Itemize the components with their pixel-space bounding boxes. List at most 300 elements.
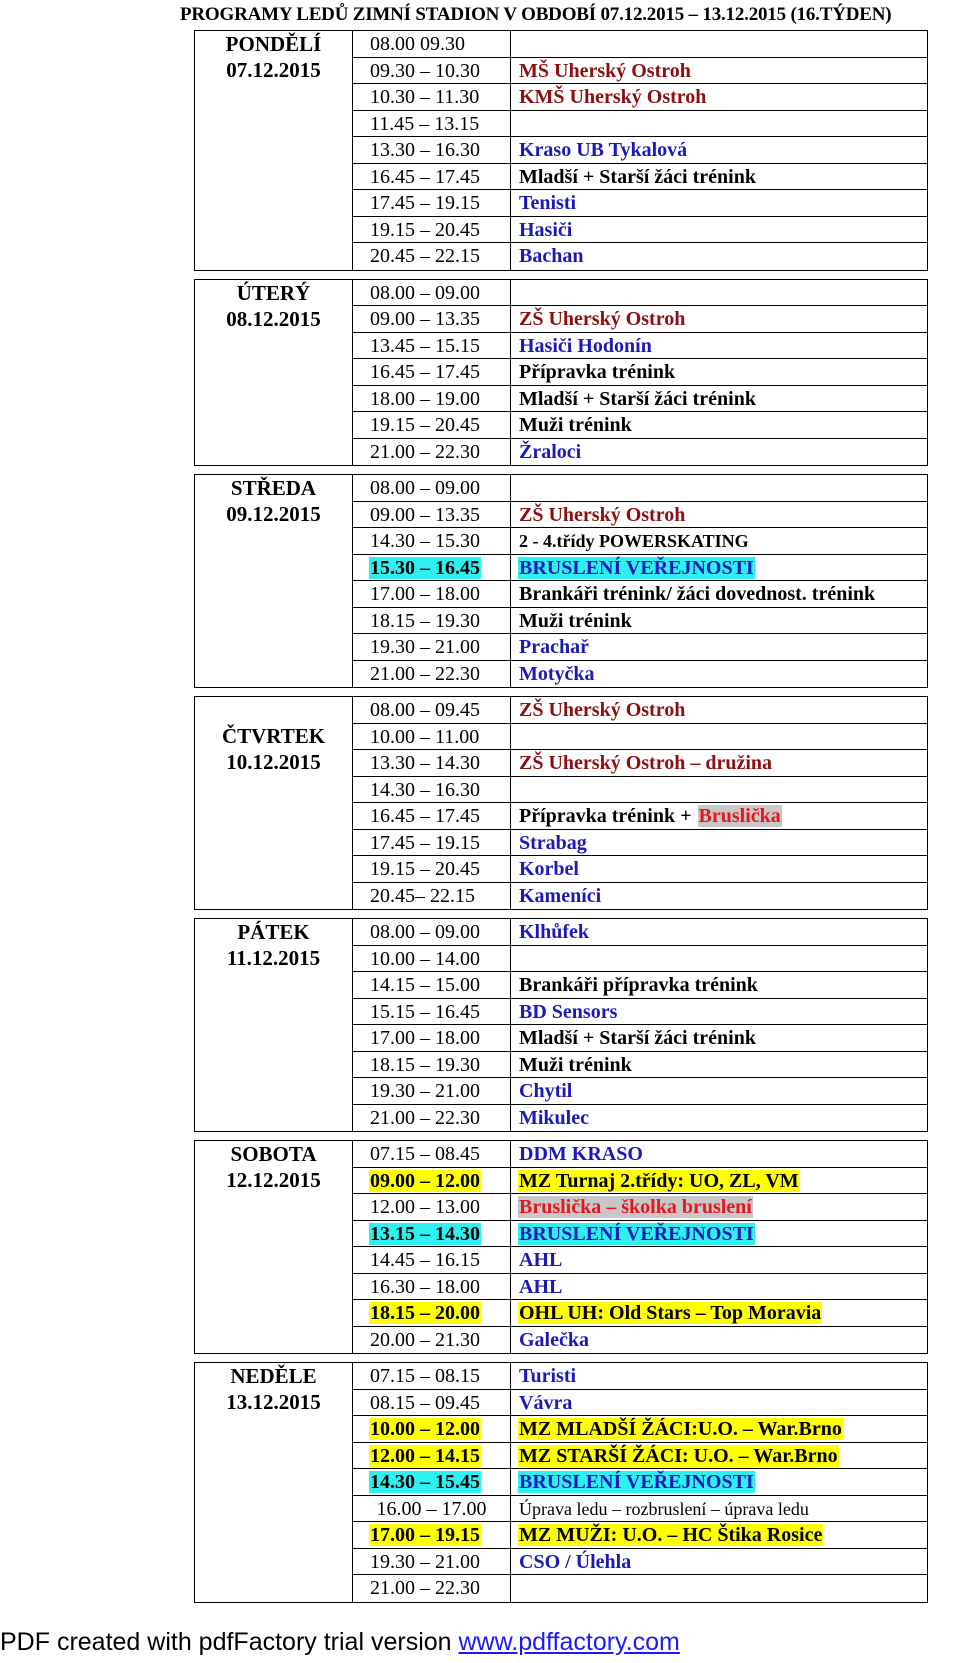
- time-text: 17.00 – 18.00: [370, 1027, 480, 1049]
- activity-text: Muži trénink: [519, 609, 632, 632]
- time-cell: [353, 1575, 511, 1602]
- activity-text: Kraso UB Tykalová: [519, 139, 688, 161]
- activity-text: 2 - 4.třídy POWERSKATING: [519, 531, 749, 551]
- activity-text: Strabag: [519, 831, 587, 854]
- time-text: 17.45 – 19.15: [370, 831, 480, 854]
- time-text: 12.00 – 14.15: [370, 1444, 480, 1467]
- activity-cell: [511, 1575, 927, 1602]
- time-text: 10.00 – 11.00: [370, 725, 480, 748]
- activity-cell: [511, 1549, 927, 1575]
- activity-text: Přípravka trénink: [519, 361, 676, 383]
- time-cell: [353, 190, 511, 216]
- time-cell: [353, 1522, 511, 1548]
- time-text: 15.15 – 16.45: [370, 1000, 480, 1023]
- schedule-row: [353, 412, 927, 439]
- day-block: [194, 279, 928, 467]
- schedule-row: [353, 1469, 927, 1496]
- time-text: 19.15 – 20.45: [370, 858, 480, 880]
- time-text: 16.45 – 17.45: [370, 165, 480, 188]
- activity-text: Mladší + Starší žáci trénink: [519, 1027, 756, 1049]
- schedule-row: [353, 1522, 927, 1549]
- schedule-row: [353, 1575, 927, 1602]
- activity-text: CSO / Úlehla: [519, 1550, 632, 1573]
- time-cell: [353, 856, 511, 882]
- time-cell: [353, 359, 511, 385]
- activity-cell: [511, 243, 927, 270]
- activity-text: Přípravka trénink +: [519, 805, 697, 827]
- time-text: 09.30 – 10.30: [370, 59, 480, 82]
- activity-cell: [511, 634, 927, 660]
- time-text: 17.00 – 19.15: [370, 1524, 480, 1546]
- schedule-row: [353, 1416, 927, 1443]
- time-text: 14.30 – 16.30: [370, 778, 480, 801]
- day-date: 08.12.2015: [226, 306, 321, 331]
- schedule-row: [353, 1105, 927, 1132]
- time-cell: [353, 1194, 511, 1220]
- activity-cell: [511, 84, 927, 110]
- time-text: 08.00 – 09.45: [370, 699, 480, 721]
- page-title: PROGRAMY LEDŮ ZIMNÍ STADION V OBDOBÍ 07.12.2015 – 13.12.2015 (16.TÝDEN): [180, 4, 892, 25]
- day-date: 07.12.2015: [226, 58, 321, 82]
- time-text: 07.15 – 08.45: [370, 1143, 480, 1165]
- activity-cell: [511, 1141, 927, 1167]
- activity-cell: [511, 31, 927, 57]
- time-cell: [353, 164, 511, 190]
- activity-text: Korbel: [519, 858, 579, 880]
- time-cell: [353, 1168, 511, 1194]
- activity-cell: [511, 1363, 927, 1389]
- schedule-row: [353, 777, 927, 804]
- day-cell: [195, 1141, 353, 1353]
- schedule-row: [353, 1168, 927, 1195]
- time-cell: [353, 1141, 511, 1167]
- time-cell: [353, 1469, 511, 1495]
- activity-cell: [511, 1496, 927, 1522]
- activity-text: MZ MLADŠÍ ŽÁCI:U.O. – War.Brno: [519, 1418, 842, 1440]
- time-text: 16.30 – 18.00: [370, 1275, 480, 1298]
- time-text: 19.30 – 21.00: [370, 1080, 480, 1102]
- time-text: 09.00 – 13.35: [370, 308, 480, 330]
- day-block: [194, 30, 928, 271]
- time-text: 13.45 – 15.15: [370, 334, 480, 357]
- time-cell: [353, 634, 511, 660]
- time-cell: [353, 750, 511, 776]
- time-cell: [353, 1496, 511, 1522]
- time-cell: [353, 1052, 511, 1078]
- schedule-row: [353, 1221, 927, 1248]
- day-block: [194, 474, 928, 688]
- activity-cell: [511, 1052, 927, 1078]
- activity-cell: [511, 1078, 927, 1104]
- schedule-row: [353, 608, 927, 635]
- time-text: 08.00 – 09.00: [370, 921, 480, 943]
- activity-cell: [511, 555, 927, 581]
- schedule-row: [353, 1549, 927, 1576]
- time-text: 11.45 – 13.15: [370, 112, 480, 135]
- schedule-row: [353, 359, 927, 386]
- activity-cell: [511, 164, 927, 190]
- time-text: 10.00 – 14.00: [370, 947, 480, 970]
- time-text: 09.00 – 12.00: [370, 1169, 480, 1192]
- day-date: 11.12.2015: [226, 946, 321, 970]
- schedule-row: [353, 1247, 927, 1274]
- schedule-row: [353, 1496, 927, 1523]
- activity-cell: [511, 750, 927, 776]
- time-text: 08.15 – 09.45: [370, 1391, 480, 1414]
- activity-cell: [511, 1247, 927, 1273]
- activity-text: Bruslička – školka bruslení: [519, 1196, 752, 1218]
- activity-text: BRUSLENÍ VEŘEJNOSTI: [519, 1222, 754, 1245]
- activity-cell: [511, 1390, 927, 1416]
- activity-cell: [511, 919, 927, 945]
- time-cell: [353, 386, 511, 412]
- time-cell: [353, 502, 511, 528]
- time-cell: [353, 724, 511, 750]
- schedule-row: [353, 111, 927, 138]
- time-text: 21.00 – 22.30: [370, 1577, 480, 1599]
- activity-cell: [511, 1522, 927, 1548]
- time-cell: [353, 1105, 511, 1132]
- time-text: 19.15 – 20.45: [370, 414, 480, 436]
- time-text: 16.45 – 17.45: [370, 361, 480, 383]
- activity-text: MZ Turnaj 2.třídy: UO, ZL, VM: [519, 1169, 799, 1192]
- time-cell: [353, 608, 511, 634]
- day-name: ČTVRTEK: [221, 724, 326, 748]
- activity-text: Mladší + Starší žáci trénink: [519, 165, 756, 188]
- activity-text: MŠ Uherský Ostroh: [519, 59, 691, 82]
- activity-cell: [511, 359, 927, 385]
- activity-cell: [511, 697, 927, 723]
- time-cell: [353, 280, 511, 306]
- day-name: PÁTEK: [237, 920, 310, 944]
- schedule-row: [353, 883, 927, 910]
- activity-cell: [511, 830, 927, 856]
- activity-cell: [511, 883, 927, 910]
- time-text: 14.30 – 15.30: [370, 530, 480, 552]
- time-text: 17.45 – 19.15: [370, 192, 480, 214]
- time-text: 20.45– 22.15: [370, 884, 475, 907]
- schedule-row: [353, 137, 927, 164]
- time-cell: [353, 1300, 511, 1326]
- schedule-row: [353, 1363, 927, 1390]
- time-cell: [353, 1274, 511, 1300]
- schedule-row: [353, 31, 927, 58]
- schedule-row: [353, 1141, 927, 1168]
- activity-cell: [511, 1469, 927, 1495]
- day-name: NEDĚLE: [230, 1364, 317, 1388]
- day-date: 10.12.2015: [226, 750, 321, 774]
- schedule-row: [353, 972, 927, 999]
- schedule-row: [353, 1078, 927, 1105]
- time-cell: [353, 1363, 511, 1389]
- activity-text: Bachan: [519, 245, 584, 267]
- activity-cell: [511, 217, 927, 243]
- time-cell: [353, 31, 511, 57]
- schedule-row: [353, 697, 927, 724]
- activity-cell: [511, 58, 927, 84]
- time-text: 16.00 – 17.00: [376, 1497, 487, 1520]
- time-cell: [353, 661, 511, 688]
- activity-text: AHL: [519, 1275, 563, 1298]
- activity-text: Klhůfek: [519, 921, 590, 943]
- time-text: 20.45 – 22.15: [370, 245, 480, 267]
- time-cell: [353, 528, 511, 554]
- time-cell: [353, 1390, 511, 1416]
- activity-text: MZ MUŽI: U.O. – HC Štika Rosice: [519, 1524, 823, 1546]
- activity-text: Tenisti: [519, 192, 577, 214]
- schedule-row: [353, 333, 927, 360]
- activity-text: BRUSLENÍ VEŘEJNOSTI: [519, 556, 754, 579]
- day-date: 09.12.2015: [226, 502, 321, 526]
- time-text: 16.45 – 17.45: [370, 805, 480, 827]
- day-cell: [195, 31, 353, 270]
- time-cell: [353, 58, 511, 84]
- activity-cell: [511, 190, 927, 216]
- schedule-row: [353, 1194, 927, 1221]
- activity-text: Prachař: [519, 636, 589, 658]
- day-cell: [195, 1363, 353, 1602]
- activity-text: Brankáři přípravka trénink: [519, 974, 758, 996]
- time-cell: [353, 217, 511, 243]
- time-text: 09.00 – 13.35: [370, 503, 480, 526]
- time-text: 19.30 – 21.00: [370, 636, 480, 658]
- time-cell: [353, 111, 511, 137]
- activity-cell: [511, 661, 927, 688]
- activity-text: BRUSLENÍ VEŘEJNOSTI: [519, 1471, 754, 1493]
- time-text: 10.00 – 12.00: [370, 1418, 480, 1440]
- schedule-row: [353, 1274, 927, 1301]
- time-text: 07.15 – 08.15: [370, 1365, 480, 1387]
- schedule-row: [353, 217, 927, 244]
- schedule-row: [353, 555, 927, 582]
- day-date: 12.12.2015: [226, 1168, 321, 1192]
- footer-text: PDF created with pdfFactory trial version: [0, 1628, 459, 1656]
- activity-cell: [511, 999, 927, 1025]
- activity-cell: [511, 856, 927, 882]
- schedule-row: [353, 1025, 927, 1052]
- time-cell: [353, 1416, 511, 1442]
- footer-link[interactable]: www.pdffactory.com: [458, 1628, 680, 1656]
- time-text: 21.00 – 22.30: [370, 662, 480, 685]
- day-cell: [195, 919, 353, 1131]
- schedule-row: [353, 1300, 927, 1327]
- time-cell: [353, 830, 511, 856]
- time-cell: [353, 137, 511, 163]
- schedule-row: [353, 58, 927, 85]
- schedule-row: [353, 386, 927, 413]
- activity-cell: [511, 137, 927, 163]
- activity-cell: [511, 608, 927, 634]
- schedule-row: [353, 528, 927, 555]
- time-cell: [353, 84, 511, 110]
- time-cell: [353, 412, 511, 438]
- schedule-row: [353, 803, 927, 830]
- activity-cell: [511, 972, 927, 998]
- activity-text: AHL: [519, 1249, 563, 1271]
- schedule-row: [353, 634, 927, 661]
- activity-cell: [511, 1327, 927, 1354]
- time-cell: [353, 999, 511, 1025]
- schedule-row: [353, 475, 927, 502]
- schedule-row: [353, 190, 927, 217]
- time-text: 18.00 – 19.00: [370, 387, 480, 410]
- activity-text: Galečka: [519, 1328, 589, 1351]
- activity-cell: [511, 412, 927, 438]
- time-text: 13.15 – 14.30: [370, 1222, 480, 1245]
- activity-cell: [511, 1221, 927, 1247]
- activity-text: Brankáři trénink/ žáci dovednost. trénink: [519, 583, 876, 605]
- time-text: 18.15 – 19.30: [370, 1053, 480, 1076]
- activity-text: MZ STARŠÍ ŽÁCI: U.O. – War.Brno: [519, 1444, 838, 1467]
- time-cell: [353, 919, 511, 945]
- activity-cell: [511, 724, 927, 750]
- time-cell: [353, 946, 511, 972]
- time-text: 18.15 – 20.00: [370, 1302, 480, 1324]
- time-cell: [353, 555, 511, 581]
- time-text: 14.15 – 15.00: [370, 974, 480, 996]
- time-text: 08.00 09.30: [370, 33, 465, 55]
- schedule-row: [353, 1052, 927, 1079]
- time-cell: [353, 1247, 511, 1273]
- activity-cell: [511, 581, 927, 607]
- time-text: 19.30 – 21.00: [370, 1550, 480, 1573]
- schedule-row: [353, 999, 927, 1026]
- activity-cell: [511, 1300, 927, 1326]
- activity-cell: [511, 439, 927, 466]
- activity-text: DDM KRASO: [519, 1143, 643, 1165]
- schedule-row: [353, 830, 927, 857]
- time-text: 18.15 – 19.30: [370, 609, 480, 632]
- activity-cell: [511, 1025, 927, 1051]
- time-text: 08.00 – 09.00: [370, 281, 480, 304]
- activity-text: Hasiči: [519, 218, 573, 241]
- schedule-row: [353, 439, 927, 466]
- schedule-row: [353, 502, 927, 529]
- schedule-row: [353, 581, 927, 608]
- schedule-row: [353, 919, 927, 946]
- time-text: 21.00 – 22.30: [370, 440, 480, 463]
- activity-text: Muži trénink: [519, 414, 632, 436]
- activity-text: Kameníci: [519, 884, 602, 907]
- activity-cell: [511, 1105, 927, 1132]
- time-text: 17.00 – 18.00: [370, 583, 480, 605]
- day-name: PONDĚLÍ: [225, 32, 322, 56]
- activity-cell: [511, 502, 927, 528]
- activity-cell: [511, 1274, 927, 1300]
- time-cell: [353, 306, 511, 332]
- schedule-row: [353, 724, 927, 751]
- activity-text: Muži trénink: [519, 1053, 632, 1076]
- day-name: SOBOTA: [230, 1142, 317, 1166]
- time-cell: [353, 243, 511, 270]
- activity-cell: [511, 306, 927, 332]
- time-text: 19.15 – 20.45: [370, 218, 480, 241]
- activity-cell: [511, 803, 927, 829]
- activity-cell: [511, 777, 927, 803]
- day-cell: [195, 697, 353, 909]
- time-cell: [353, 777, 511, 803]
- time-cell: [353, 1221, 511, 1247]
- day-cell: [195, 280, 353, 466]
- schedule-row: [353, 306, 927, 333]
- time-cell: [353, 1549, 511, 1575]
- activity-text: KMŠ Uherský Ostroh: [519, 86, 707, 108]
- day-date: 13.12.2015: [226, 1390, 321, 1414]
- activity-cell: [511, 333, 927, 359]
- time-cell: [353, 1078, 511, 1104]
- schedule-row: [353, 84, 927, 111]
- time-cell: [353, 1327, 511, 1354]
- time-text: 20.00 – 21.30: [370, 1328, 480, 1351]
- time-cell: [353, 697, 511, 723]
- activity-cell: [511, 528, 927, 554]
- time-cell: [353, 1443, 511, 1469]
- activity-text-extra: Bruslička: [698, 805, 781, 827]
- activity-text: ZŠ Uherský Ostroh: [519, 503, 686, 526]
- activity-cell: [511, 1443, 927, 1469]
- schedule-row: [353, 1327, 927, 1354]
- schedule-row: [353, 243, 927, 270]
- time-cell: [353, 883, 511, 910]
- activity-text: Motyčka: [519, 662, 595, 685]
- schedule-row: [353, 1443, 927, 1470]
- schedule-row: [353, 164, 927, 191]
- activity-text: Mikulec: [519, 1106, 589, 1129]
- time-cell: [353, 581, 511, 607]
- schedule-row: [353, 856, 927, 883]
- time-text: 10.30 – 11.30: [370, 86, 480, 108]
- activity-text: Hasiči Hodonín: [519, 334, 652, 357]
- time-cell: [353, 803, 511, 829]
- activity-text: Žraloci: [519, 440, 582, 463]
- activity-text: BD Sensors: [519, 1000, 618, 1023]
- activity-cell: [511, 1168, 927, 1194]
- activity-cell: [511, 946, 927, 972]
- day-block: [194, 1140, 928, 1354]
- activity-cell: [511, 1416, 927, 1442]
- activity-cell: [511, 386, 927, 412]
- schedule-row: [353, 750, 927, 777]
- day-block: [194, 696, 928, 910]
- day-cell: [195, 475, 353, 687]
- activity-cell: [511, 111, 927, 137]
- activity-text: Úprava ledu – rozbruslení – úprava ledu: [519, 1498, 809, 1519]
- activity-cell: [511, 475, 927, 501]
- activity-text: ZŠ Uherský Ostroh: [519, 308, 686, 330]
- activity-cell: [511, 280, 927, 306]
- day-name: STŘEDA: [230, 476, 317, 500]
- day-block: [194, 1362, 928, 1603]
- time-cell: [353, 1025, 511, 1051]
- activity-cell: [511, 1194, 927, 1220]
- schedule-row: [353, 280, 927, 307]
- time-cell: [353, 333, 511, 359]
- activity-text: Mladší + Starší žáci trénink: [519, 387, 756, 410]
- schedule-row: [353, 1390, 927, 1417]
- schedule-row: [353, 946, 927, 973]
- time-cell: [353, 972, 511, 998]
- time-cell: [353, 475, 511, 501]
- time-text: 14.30 – 15.45: [370, 1471, 480, 1493]
- time-text: 21.00 – 22.30: [370, 1106, 480, 1129]
- time-text: 13.30 – 16.30: [370, 139, 480, 161]
- time-text: 15.30 – 16.45: [370, 556, 480, 579]
- activity-text: ZŠ Uherský Ostroh: [519, 699, 686, 721]
- activity-text: ZŠ Uherský Ostroh – družina: [519, 752, 773, 774]
- schedule-table: [194, 30, 928, 1603]
- time-text: 14.45 – 16.15: [370, 1249, 480, 1271]
- time-text: 08.00 – 09.00: [370, 477, 480, 499]
